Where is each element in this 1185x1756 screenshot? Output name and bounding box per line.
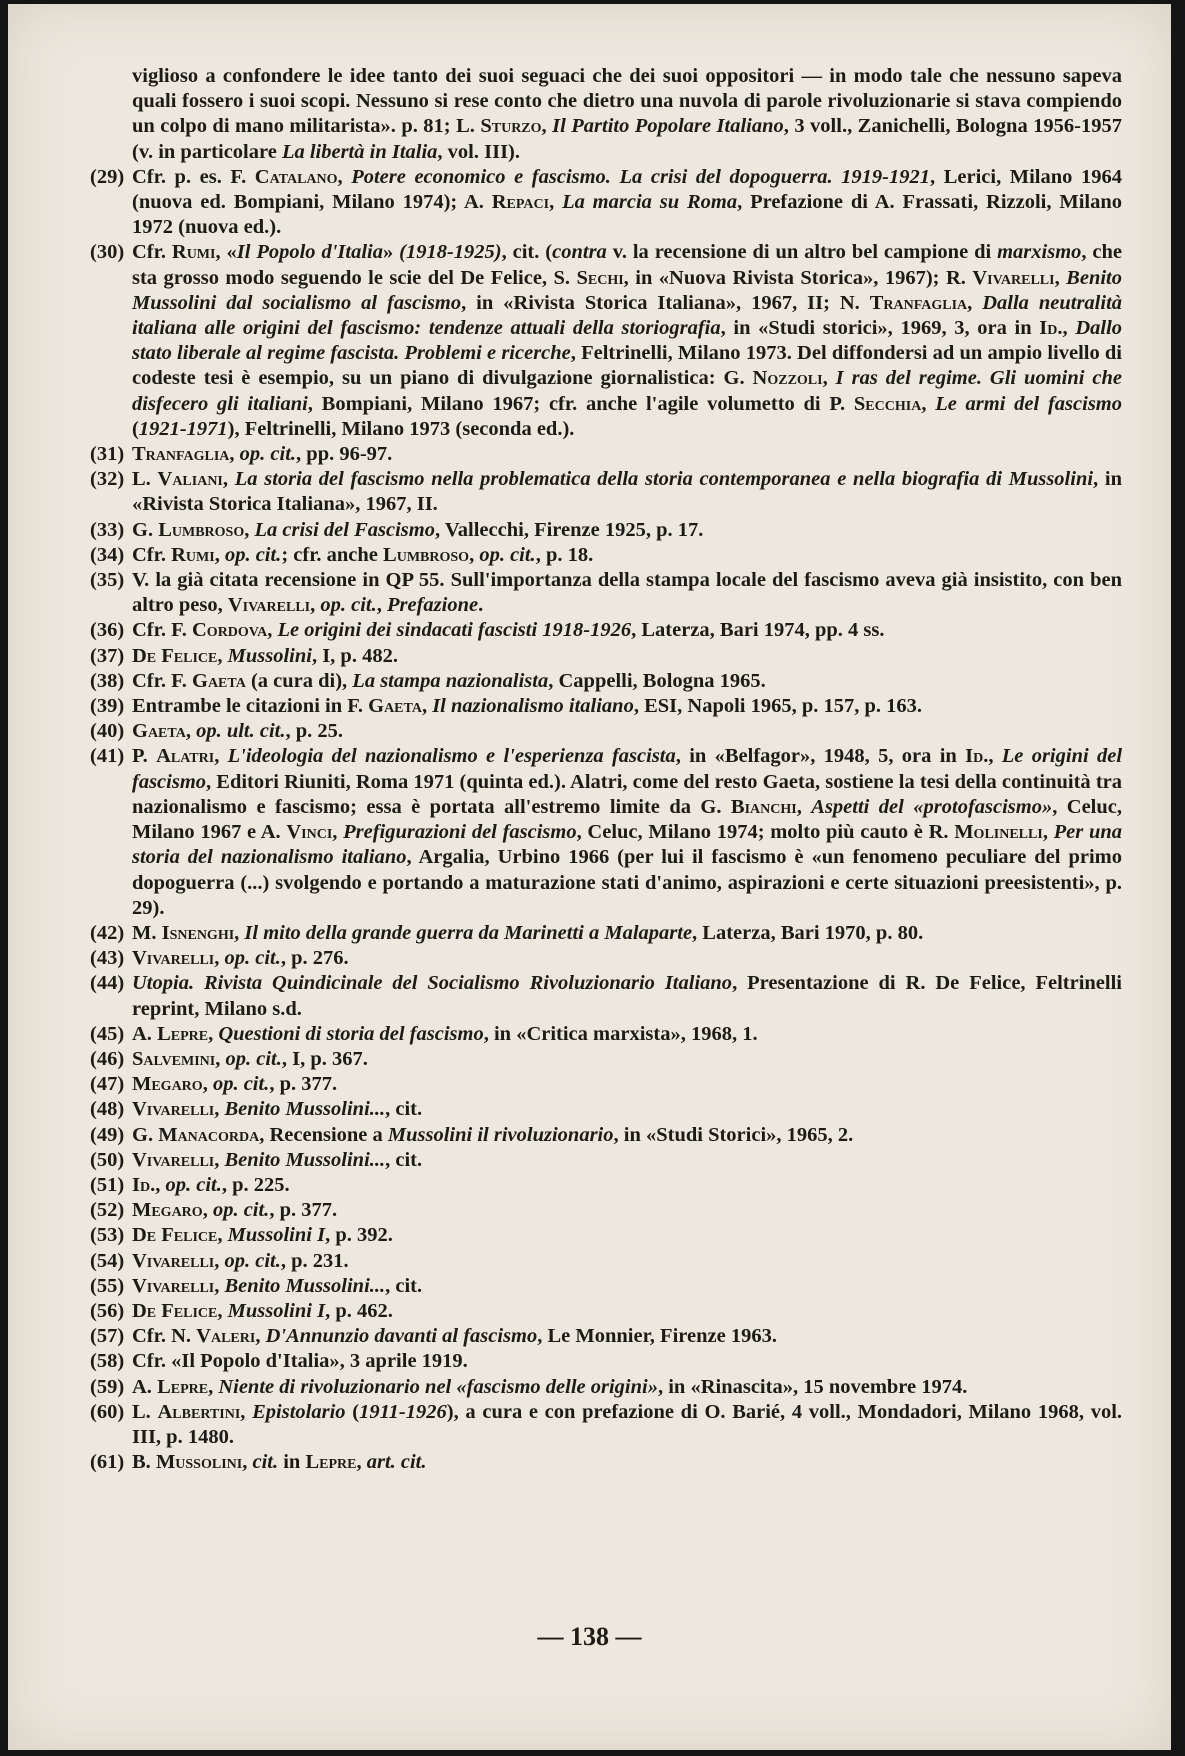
footnote-number: (46) (90, 1047, 125, 1070)
footnote-text: De Felice, Mussolini I, p. 462. (132, 1299, 393, 1322)
footnote (90, 240, 1122, 442)
footnote-number: (55) (90, 1274, 125, 1297)
footnote (90, 1072, 1122, 1097)
continued-note-text: viglioso a confondere le idee tanto dei suoi seguaci che dei suoi oppositori — in modo tale che nessuno sapeva quali fossero i suoi scopi. Nessuno si rese conto che dietro una nuvola di parole rivoluzionarie si stava compiendo un colpo di mano militarista». p. 81; L. Sturzo, Il Partito Popolare Italiano, 3 voll., Zanichelli, Bologna 1956-1957 (v. in particolare La libertà in Italia, vol. III). (132, 65, 1122, 163)
footnote-number: (31) (90, 443, 125, 466)
footnote-text: Gaeta, op. ult. cit., p. 25. (132, 720, 344, 743)
footnote-text: L. Albertini, Epistolario (1911-1926), a cura e con prefazione di O. Barié, 4 voll., Mondadori, Milano 1968, vol. III, p. 1480. (132, 1400, 1123, 1448)
footnote-number: (58) (90, 1350, 125, 1373)
book-page (8, 4, 1171, 1750)
footnote-text: De Felice, Mussolini I, p. 392. (132, 1224, 393, 1247)
footnote (90, 921, 1122, 946)
footnote-text: P. Alatri, L'ideologia del nazionalismo e l'esperienza fascista, in «Belfagor», 1948, 5, ora in Id., Le origini del fascismo, Editori Riuniti, Roma 1971 (quinta ed.). Alatri, come del resto Gaeta, sostiene la tesi della continuità tra nazionalismo e fascismo; essa è portata all'estremo limite da G. Bianchi, Aspetti del «protofascismo», Celuc, Milano 1967 e A. Vinci, Prefigurazioni del fascismo, Celuc, Milano 1974; molto più cauto è R. Molinelli, Per una storia del nazionalismo italiano, Argalia, Urbino 1966 (per lui il fascismo è «un fenomeno peculiare del primo dopoguerra (...) svolgendo e portando a maturazione stati d'animo, aspirazioni e certe situazioni preesistenti», p. 29). (132, 745, 1123, 919)
footnote (90, 442, 1122, 467)
footnote-text: Vivarelli, Benito Mussolini..., cit. (132, 1148, 423, 1171)
footnote-text: Megaro, op. cit., p. 377. (132, 1199, 338, 1222)
footnote (90, 669, 1122, 694)
footnotes-block (90, 64, 1122, 1475)
footnote-text: Entrambe le citazioni in F. Gaeta, Il nazionalismo italiano, ESI, Napoli 1965, p. 157, p. 163. (132, 695, 923, 718)
footnote-text: Cfr. N. Valeri, D'Annunzio davanti al fascismo, Le Monnier, Firenze 1963. (132, 1325, 777, 1348)
footnote-number: (44) (90, 972, 125, 995)
footnote-text: Vivarelli, Benito Mussolini..., cit. (132, 1098, 423, 1121)
footnote (90, 719, 1122, 744)
footnote (90, 971, 1122, 1021)
footnote-text: A. Lepre, Niente di rivoluzionario nel «fascismo delle origini», in «Rinascita», 15 novembre 1974. (132, 1375, 968, 1398)
footnote-number: (36) (90, 619, 125, 642)
footnote-text: G. Lumbroso, La crisi del Fascismo, Vallecchi, Firenze 1925, p. 17. (132, 518, 704, 541)
footnote-number: (53) (90, 1224, 125, 1247)
footnote-text: Id., op. cit., p. 225. (132, 1173, 290, 1196)
footnote (90, 165, 1122, 241)
footnote-number: (49) (90, 1123, 125, 1146)
footnote-text: Cfr. Rumi, «Il Popolo d'Italia» (1918-1925), cit. (contra v. la recensione di un altro bel campione di marxismo, che sta grosso modo seguendo le scie del De Felice, S. Sechi, in «Nuova Rivista Storica», 1967); R. Vivarelli, Benito Mussolini dal socialismo al fascismo, in «Rivista Storica Italiana», 1967, II; N. Tranfaglia, Dalla neutralità italiana alle origini del fascismo: tendenze attuali della storiografia, in «Studi storici», 1969, 3, ora in Id., Dallo stato liberale al regime fascista. Problemi e ricerche, Feltrinelli, Milano 1973. Del diffondersi ad un ampio livello di codeste tesi è esempio, su un piano di divulgazione giornalistica: G. Nozzoli, I ras del regime. Gli uomini che disfecero gli italiani, Bompiani, Milano 1967; cfr. anche l'agile volumetto di P. Secchia, Le armi del fascismo (1921-1971), Feltrinelli, Milano 1973 (seconda ed.). (132, 241, 1123, 440)
footnote-number: (54) (90, 1249, 125, 1272)
footnote-text: L. Valiani, La storia del fascismo nella problematica della storia contemporanea e nella biografia di Mussolini, in «Rivista Storica Italiana», 1967, II. (132, 468, 1122, 516)
footnote (90, 1022, 1122, 1047)
footnote-text: Cfr. F. Cordova, Le origini dei sindacati fascisti 1918-1926, Laterza, Bari 1974, pp. 4 ss. (132, 619, 885, 642)
footnote (90, 1274, 1122, 1299)
footnote-number: (35) (90, 569, 125, 592)
footnote-text: Utopia. Rivista Quindicinale del Socialismo Rivoluzionario Italiano, Presentazione di R. De Felice, Feltrinelli reprint, Milano s.d. (132, 972, 1122, 1020)
footnote-list (90, 165, 1122, 1476)
footnote (90, 1450, 1122, 1475)
footnote-number: (33) (90, 518, 125, 541)
footnote-number: (60) (90, 1400, 125, 1423)
footnote-number: (32) (90, 468, 125, 491)
footnote-number: (34) (90, 543, 125, 566)
footnote-number: (52) (90, 1199, 125, 1222)
footnote-number: (41) (90, 745, 125, 768)
footnote-text: Vivarelli, op. cit., p. 276. (132, 947, 349, 970)
footnote-number: (56) (90, 1299, 125, 1322)
footnote (90, 543, 1122, 568)
footnote-number: (29) (90, 165, 125, 188)
footnote (90, 946, 1122, 971)
footnote-number: (57) (90, 1325, 125, 1348)
footnote-number: (42) (90, 921, 125, 944)
page-number: — 138 — (537, 1622, 642, 1651)
footnote-text: Tranfaglia, op. cit., pp. 96-97. (132, 443, 393, 466)
footnote (90, 1349, 1122, 1374)
footnote-text: V. la già citata recensione in QP 55. Sull'importanza della stampa locale del fascismo aveva già insistito, con ben altro peso, Vivarelli, op. cit., Prefazione. (132, 569, 1122, 617)
footnote-number: (43) (90, 947, 125, 970)
footnote-text: Cfr. F. Gaeta (a cura di), La stampa nazionalista, Cappelli, Bologna 1965. (132, 669, 766, 692)
footnote (90, 1097, 1122, 1122)
footnote (90, 618, 1122, 643)
footnote (90, 568, 1122, 618)
footnote (90, 1324, 1122, 1349)
footnote-text: Salvemini, op. cit., I, p. 367. (132, 1047, 368, 1070)
footnote-number: (59) (90, 1375, 125, 1398)
footnote-number: (37) (90, 644, 125, 667)
footnote-text: M. Isnenghi, Il mito della grande guerra da Marinetti a Malaparte, Laterza, Bari 1970, p. 80. (132, 921, 924, 944)
footnote-number: (40) (90, 720, 125, 743)
footnote-number: (39) (90, 695, 125, 718)
footnote (90, 467, 1122, 517)
footnote (90, 1223, 1122, 1248)
footnote-text: B. Mussolini, cit. in Lepre, art. cit. (132, 1451, 427, 1474)
footnote (90, 1198, 1122, 1223)
footnote-text: Vivarelli, Benito Mussolini..., cit. (132, 1274, 423, 1297)
footnote (90, 1375, 1122, 1400)
footnote-text: G. Manacorda, Recensione a Mussolini il rivoluzionario, in «Studi Storici», 1965, 2. (132, 1123, 854, 1146)
footnote (90, 694, 1122, 719)
footnote-number: (61) (90, 1451, 125, 1474)
footnote-number: (47) (90, 1073, 125, 1096)
footnote-number: (30) (90, 241, 125, 264)
footnote (90, 1173, 1122, 1198)
footnote (90, 518, 1122, 543)
footnote-number: (50) (90, 1148, 125, 1171)
footnote-text: Megaro, op. cit., p. 377. (132, 1073, 338, 1096)
footnote-text: De Felice, Mussolini, I, p. 482. (132, 644, 398, 667)
footnote-number: (51) (90, 1173, 125, 1196)
footnote (90, 744, 1122, 920)
footnote-text: Cfr. Rumi, op. cit.; cfr. anche Lumbroso, op. cit., p. 18. (132, 543, 594, 566)
footnote-text: Cfr. «Il Popolo d'Italia», 3 aprile 1919. (132, 1350, 468, 1373)
footnote (90, 1047, 1122, 1072)
footnote (90, 1299, 1122, 1324)
footnote-number: (48) (90, 1098, 125, 1121)
footnote (90, 1123, 1122, 1148)
footnote (90, 644, 1122, 669)
footnote-number: (38) (90, 669, 125, 692)
footnote-text: Vivarelli, op. cit., p. 231. (132, 1249, 349, 1272)
footnote-text: Cfr. p. es. F. Catalano, Potere economico e fascismo. La crisi del dopoguerra. 1919-1921, Lerici, Milano 1964 (nuova ed. Bompiani, Milano 1974); A. Repaci, La marcia su Roma, Prefazione di A. Frassati, Rizzoli, Milano 1972 (nuova ed.). (132, 165, 1122, 239)
footnote (90, 1249, 1122, 1274)
footnote (90, 1148, 1122, 1173)
footnote-number: (45) (90, 1022, 125, 1045)
footnote-text: A. Lepre, Questioni di storia del fascismo, in «Critica marxista», 1968, 1. (132, 1022, 758, 1045)
footnote (90, 1400, 1122, 1450)
